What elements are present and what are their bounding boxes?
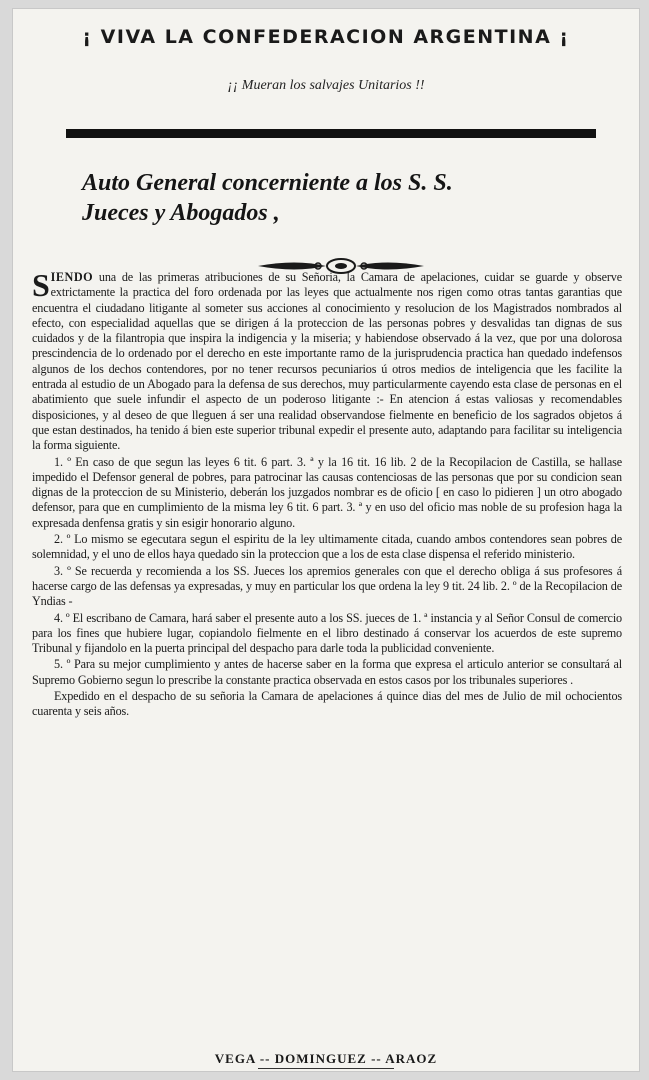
title-line-1: Auto General concerniente a los S. S. [82,170,453,196]
document-body [32,267,622,720]
closing-paragraph: Expedido en el despacho de su señoria la Camara de apelaciones á quince dias del mes de Julio de mil ochocientos cuarenta y seis años. [32,689,622,719]
document-title [82,168,622,228]
paragraph-preamble-text: una de las primeras atribuciones de su Señoria, la Camara de apelaciones, cuidar se guarde y observe extrictamente la practica del foro ordenada por las leyes que actualmente nos rigen como otras tantas garantias que encuentra el ciudadano litigante al someter sus acciones al conocimiento y resolucion de los Magistrados nombrados al efecto, con especialidad aquellas que se dirigen á la proteccion de las personas pobres y desvalidas tan dignas de sus cuidados y de la filantropia que inspira la indigencia y la miseria; y habiendose observado á la vez, que por una dolorosa prescindencia de lo ordenado por el derecho en este importante ramo de la jurisprudencia practica han quedado indefensos algunos de los dechos contendores, por no tener recursos pecuniarios ú otros medios de inteligencia que les facilite la entrada al estudio de un Abogado para la defensa de sus derechos, muy particularmente cayendo esta clase de personas en el abatimiento que suele infundir el aspecto de un poderoso litigante :- En atencion á estas valiosas y recomendables disposiciones, y al deseo de que lleguen á ser una realidad observandose fielmente en beneficio de los sagrados objetos á que estan destinados, ha tenido á bien este superior tribunal expedir el presente auto, adaptando para facilitar su inteligencia la forma siguiente. [32,270,622,453]
header-slogan: ¡¡ Mueran los salvajes Unitarios !! [227,78,425,93]
article-3: 3. º Se recuerda y recomienda a los SS. Jueces los apremios generales con que el derecho obliga á sus profesores á hacerse cargo de las defensas ya expresadas, y muy en particular los que ordena la ley 9 tit. 24 lib. 2. º de la Recopilacion de Yndias - [32,563,622,609]
document-page [12,8,640,1072]
paragraph-preamble [32,267,622,454]
article-4: 4. º El escribano de Camara, hará saber el presente auto a los SS. jueces de 1. ª instancia y al Señor Consul de comercio para los fines que hubiere lugar, copiandolo fielmente en el libro destinado á conservar los acuerdos de este supremo Tribunal y fijandolo en la puerta principal del despacho para darle toda la publicidad conveniente. [32,610,622,656]
header-motto: ¡ VIVA LA CONFEDERACION ARGENTINA ¡ [82,26,570,48]
header-rule [66,129,596,138]
article-5: 5. º Para su mejor cumplimiento y antes de hacerse saber en la forma que expresa el articulo anterior se consultará al Supremo Gobierno segun lo prescribe la constante practica observada en estos casos por los tribunales superiores . [32,657,622,687]
drop-cap: S [32,267,50,303]
article-2: 2. º Lo mismo se egecutara segun el espiritu de la ley ultimamente citada, cuando ambos contendores sean pobres de solemnidad, y el uno de ellos haya quedado sin la proteccion que a los de esta clase dispensa el referido ministerio. [32,532,622,562]
title-line-2: Jueces y Abogados , [82,200,280,226]
article-1: 1. º En caso de que segun las leyes 6 tit. 6 part. 3. ª y la 16 tit. 16 lib. 2 de la Recopilacion de Castilla, se hallase impedido el Defensor general de pobres, para patrocinar las causas contenciosas de las personas que por su condicion sean dignas de la proteccion de su Ministerio, deberán los juzgados nombrar es de oficio [ en caso lo pidieren ] un otro abogado defensor, para que en cumplimiento de la misma ley 6 tit. 6 part. 3. ª y en uso del oficio mas noble de su profesion haga la expresada denfensa gratis y sin esigir honorario alguno. [32,454,622,530]
signature-underline [258,1068,394,1069]
lead-word: IENDO [50,270,94,284]
signatures: VEGA -- DOMINGUEZ -- ARAOZ [214,1051,438,1066]
